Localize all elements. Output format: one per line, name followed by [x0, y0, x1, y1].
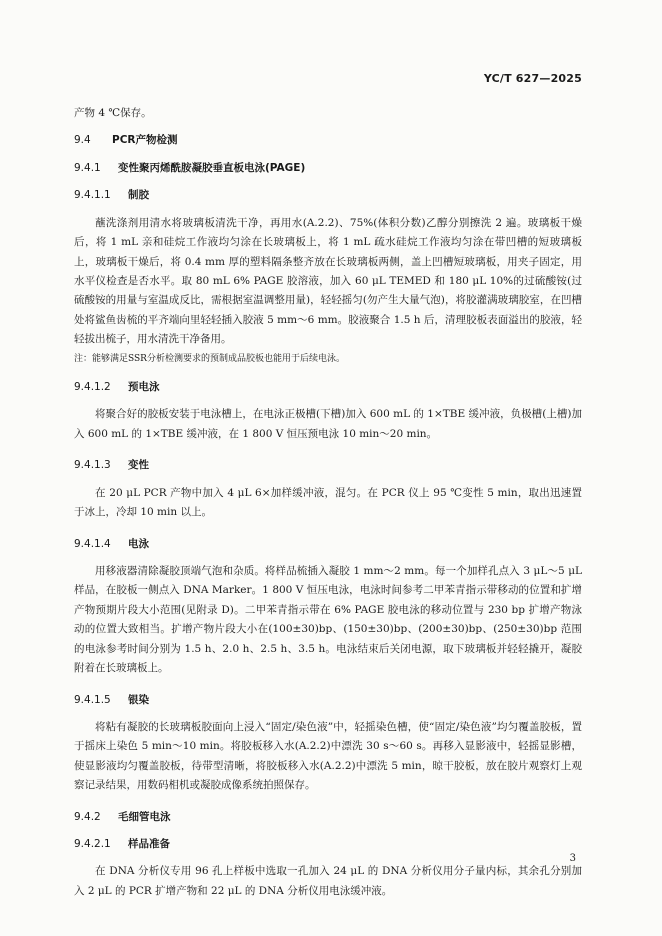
intro-line: 产物 4 ℃保存。: [74, 107, 152, 119]
section-title: 变性聚丙烯酰胺凝胶垂直板电泳(PAGE): [118, 161, 306, 174]
paragraph-sample-preparation: 在 DNA 分析仪专用 96 孔上样板中选取一孔加入 24 μL 的 DNA 分析仪用分子量内标，其余孔分别加入 2 μL 的 PCR 扩增产物和 22 μL 的 DNA 分析仪用电泳缓冲液。: [74, 865, 582, 897]
section-number: 9.4: [74, 134, 91, 147]
section-9-4-1-2-heading: [74, 378, 582, 397]
section-title: 样品准备: [128, 838, 170, 851]
section-title: 预电泳: [128, 381, 160, 394]
section-number: 9.4.2: [74, 810, 101, 823]
paragraph-electrophoresis: 用移液器清除凝胶顶端气泡和杂质。将样品梳插入凝胶 1 mm～2 mm。每一个加样孔点入 3 μL～5 μL 样品，在胶板一侧点入 DNA Marker。1 800 V 恒压电泳，电泳时间参考二甲苯青指示带移动的位置和扩增产物预期片段大小范围(见附录 D)。二甲苯青指示带在 6% PAGE 胶电泳的移动位置与 230 bp 扩增产物泳动的位置大致相当。扩增产物片段大小在(100±30)bp、(150±30)bp、(200±30)bp、(250±30)bp 范围的电泳参考时间分别为 1.5 h、2.0 h、2.5 h、3.5 h。电泳结束后关闭电源，取下玻璃板并轻轻撬开，凝胶附着在长玻璃板上。: [74, 564, 582, 675]
paragraph-silver-staining: 将粘有凝胶的长玻璃板胶面向上浸入“固定/染色液”中，轻摇染色槽，使“固定/染色液”均匀覆盖胶板，置于摇床上染色 5 min～10 min。将胶板移入水(A.2.2)中漂洗 30 s～60 s。再移入显影液中，轻摇显影槽，使显影液均匀覆盖胶板，待带型清晰，将胶板移入水(A.2.2)中漂洗 5 min，晾干胶板，放在胶片观察灯上观察记录结果，用数码相机或凝胶成像系统拍照保存。: [74, 720, 582, 792]
note-precast-gel: 注：能够满足SSR分析检测要求的预制成品胶板也能用于后续电泳。: [74, 353, 345, 364]
section-9-4-2-1-heading: [74, 835, 582, 854]
standard-code: YC/T 627—2025: [483, 72, 582, 85]
page-number: 3: [569, 853, 576, 864]
section-title: 毛细管电泳: [118, 810, 171, 823]
section-title: 制胶: [128, 189, 149, 202]
section-title: 电泳: [128, 537, 149, 550]
section-number: 9.4.2.1: [74, 838, 111, 851]
section-title: 变性: [128, 459, 149, 472]
paragraph-pre-electrophoresis: 将聚合好的胶板安装于电泳槽上，在电泳正极槽(下槽)加入 600 mL 的 1×TBE 缓冲液，负极槽(上槽)加入 600 mL 的 1×TBE 缓冲液，在 1 800 V 恒压预电泳 10 min～20 min。: [74, 408, 582, 440]
section-9-4-1-5-heading: [74, 691, 582, 710]
section-number: 9.4.1.4: [74, 537, 111, 550]
section-number: 9.4.1.3: [74, 459, 111, 472]
section-number: 9.4.1.1: [74, 189, 111, 202]
section-9-4-1-4-heading: [74, 535, 582, 554]
section-9-4-1-heading: [74, 159, 582, 178]
section-title: 银染: [128, 693, 149, 706]
section-title: PCR产物检测: [112, 134, 178, 147]
paragraph-denaturation: 在 20 μL PCR 产物中加入 4 μL 6×加样缓冲液，混匀。在 PCR 仪上 95 ℃变性 5 min，取出迅速置于冰上，冷却 10 min 以上。: [74, 486, 582, 519]
section-9-4-1-3-heading: [74, 456, 582, 475]
page-content: [74, 104, 582, 901]
section-9-4-heading: [74, 131, 582, 150]
section-number: 9.4.1: [74, 161, 101, 174]
paragraph-gel-preparation: 蘸洗涤剂用清水将玻璃板清洗干净，再用水(A.2.2)、75%(体积分数)乙醇分别擦洗 2 遍。玻璃板干燥后，将 1 mL 亲和硅烷工作液均匀涂在长玻璃板上，将 1 mL 疏水硅烷工作液均匀涂在带凹槽的短玻璃板上，玻璃板干燥后，将 0.4 mm 厚的塑料隔条整齐放在长玻璃板两侧，盖上凹槽短玻璃板，用夹子固定，用水平仪检查是否水平。取 80 mL 6% PAGE 胶溶液，加入 60 μL TEMED 和 180 μL 10%的过硫酸铵(过硫酸铵的用量与室温成反比，需根据室温调整用量)，轻轻摇匀(勿产生大量气泡)，将胶灌满玻璃胶室，在凹槽处将鲨鱼齿梳的平齐端向里轻轻插入胶液 5 mm～6 mm。胶液聚合 1.5 h 后，清理胶板表面溢出的胶液，轻轻拔出梳子，用水清洗干净备用。: [74, 216, 582, 346]
section-number: 9.4.1.5: [74, 693, 111, 706]
section-number: 9.4.1.2: [74, 381, 111, 394]
section-9-4-1-1-heading: [74, 186, 582, 205]
section-9-4-2-heading: [74, 808, 582, 827]
